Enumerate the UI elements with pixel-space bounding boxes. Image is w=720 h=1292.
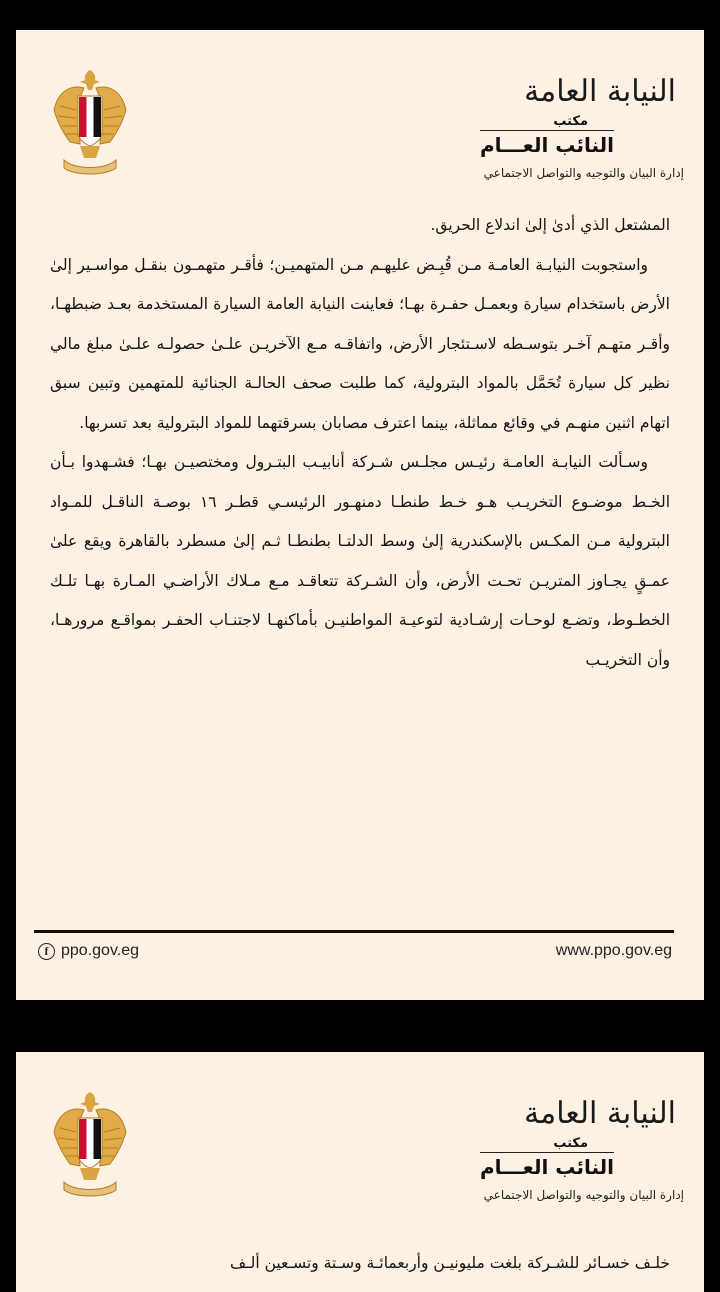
- body-text: [50, 206, 670, 680]
- institution-calligraphy: النيابة العامة: [524, 1096, 676, 1131]
- page-header: [16, 1052, 704, 1222]
- facebook-link[interactable]: [38, 942, 139, 960]
- masthead: [384, 72, 684, 181]
- office-title: النائب العـــام: [480, 1152, 614, 1179]
- paragraph: المشتعل الذي أدىٰ إلىٰ اندلاع الحريق.: [430, 216, 670, 234]
- paragraph: خلـف خسـائر للشـركة بلغت مليونيـن وأربعمائـة وسـتة وتسـعين ألـف: [230, 1253, 670, 1272]
- document-page-1: [16, 30, 704, 1000]
- page-header: [16, 30, 704, 200]
- office-label: مكتب: [553, 1136, 588, 1151]
- facebook-handle: ppo.gov.eg: [61, 942, 139, 959]
- eagle-emblem-icon: [50, 1088, 130, 1200]
- document-page-2: [16, 1052, 704, 1292]
- paragraph: وسـألت النيابـة العامـة رئيـس مجلـس شـركة أنابيـب البتـرول ومختصيـن بهـا؛ فشـهدوا بـأن الخـط موضـوع التخريـب هـو خـط طنطـا دمنهـور الرئيسـي قطـر ١٦ بوصـة الناقـل للمـواد البترولية مـن المكـس بالإسكندرية إلىٰ وسط الدلتـا بطنطـا ثـم إلىٰ مسطرد بالقاهرة ويقع علىٰ عمـقٍ يجـاوز المتريـن تحـت الأرض، وأن الشـركة تتعاقـد مـع مـلاك الأراضـي المـارة بهـا تلـك الخطـوط، وتضـع لوحـات إرشـادية لتوعيـة المواطنيـن بأماكنهـا لاجتنـاب الحفـر بمواقـع مرورهـا، وأن التخريـب: [50, 453, 670, 669]
- website-link[interactable]: www.ppo.gov.eg: [555, 942, 672, 959]
- facebook-icon: f: [38, 943, 55, 960]
- masthead: [384, 1094, 684, 1203]
- department-name: إدارة البيان والتوجيه والتواصل الاجتماعي: [483, 166, 684, 180]
- footer-divider: [34, 930, 674, 933]
- office-label: مكتب: [553, 114, 588, 129]
- institution-calligraphy: النيابة العامة: [524, 74, 676, 109]
- eagle-emblem-icon: [50, 66, 130, 178]
- department-name: إدارة البيان والتوجيه والتواصل الاجتماعي: [483, 1188, 684, 1202]
- office-title: النائب العـــام: [480, 130, 614, 157]
- body-text: [50, 1228, 670, 1292]
- paragraph: واستجوبت النيابـة العامـة مـن قُبِـض عليهـم مـن المتهميـن؛ فأقـر متهمـون بنقـل مواسـير إلىٰ الأرض باستخدام سيارة وبعمـل حفـرة بهـا؛ فعاينت النيابة العامة السيارة المستخدمة بعـد ضبطهـا، وأقـر متهـم آخـر بتوسـطه لاسـتئجار الأرض، واتفاقـه مـع الآخريـن علـىٰ حصولـه علـىٰ مبلغ مالي نظير كل سيارة تُحَمَّل بالمواد البترولية، كما طلبت صحف الحالـة الجنائية للمتهمين وتبين سبق اتهام اثنين منهـم في وقائع مماثلة، بينما اعترف مصابان بسرقتهما للمواد البترولية بعد تسربها.: [50, 255, 670, 432]
